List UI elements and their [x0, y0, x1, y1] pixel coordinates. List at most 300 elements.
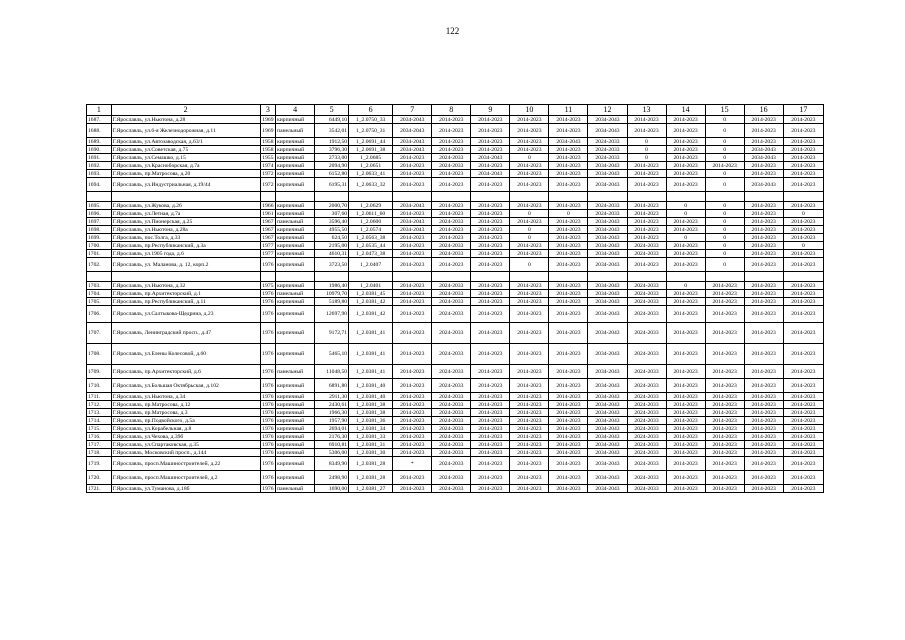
area-cell: 3723,50: [315, 258, 349, 272]
period-cell: 2014-2023: [744, 449, 783, 457]
period-cell: 2024-2033: [432, 441, 471, 449]
empty-cell: [349, 192, 393, 202]
period-cell: 2014-2023: [744, 290, 783, 298]
period-cell: 2014-2023: [666, 242, 705, 250]
period-cell: 2014-2023: [510, 242, 549, 250]
table-row: [87, 178, 824, 192]
column-header: 3: [260, 105, 275, 116]
period-cell: 2024-2033: [627, 323, 666, 344]
period-cell: 0: [510, 258, 549, 272]
address-cell: Г.Ярославль, ул.6-я Железнодорожная, д.11: [111, 124, 260, 138]
period-cell: 2014-2023: [471, 323, 510, 344]
year-cell: 1976: [260, 323, 275, 344]
period-cell: 2024-2033: [627, 471, 666, 485]
period-cell: 2014-2023: [744, 242, 783, 250]
row-number-cell: 1703.: [87, 282, 112, 290]
area-cell: 2176,30: [315, 433, 349, 441]
period-cell: 2024-2033: [627, 365, 666, 379]
period-cell: 0: [705, 124, 744, 138]
period-cell: 2014-2023: [510, 218, 549, 226]
table-row: [87, 124, 824, 138]
empty-cell: [276, 272, 315, 282]
column-header: 5: [315, 105, 349, 116]
period-cell: 2034-2043: [588, 449, 627, 457]
row-number-cell: 1715.: [87, 425, 112, 433]
period-cell: 2014-2023: [705, 379, 744, 393]
period-cell: 2014-2023: [393, 178, 432, 192]
period-cell: 2014-2023: [471, 178, 510, 192]
year-cell: 1976: [260, 425, 275, 433]
row-number-cell: 1689.: [87, 138, 112, 146]
column-header: 7: [393, 105, 432, 116]
area-cell: 2498,90: [315, 471, 349, 485]
period-cell: 2014-2023: [393, 250, 432, 258]
table-row: [87, 433, 824, 441]
period-cell: 2034-2043: [588, 234, 627, 242]
year-cell: 1972: [260, 170, 275, 178]
empty-cell: [393, 192, 432, 202]
period-cell: 2014-2023: [783, 449, 823, 457]
period-cell: 2034-2043: [588, 116, 627, 124]
period-cell: 2014-2023: [549, 401, 588, 409]
wall-material-cell: кирпичный: [276, 457, 315, 471]
row-number-cell: 1720.: [87, 471, 112, 485]
period-cell: 2014-2023: [471, 226, 510, 234]
year-cell: 1976: [260, 409, 275, 417]
period-cell: 2014-2023: [393, 417, 432, 425]
row-number-cell: 1712.: [87, 401, 112, 409]
index-cell: 1_2.0563_38: [349, 234, 393, 242]
index-cell: 1_2.0691_38: [349, 146, 393, 154]
row-number-cell: 1716.: [87, 433, 112, 441]
year-cell: 1976: [260, 290, 275, 298]
area-cell: 5306,00: [315, 449, 349, 457]
period-cell: 2014-2023: [783, 393, 823, 401]
period-cell: 2014-2023: [744, 210, 783, 218]
period-cell: 2014-2023: [471, 425, 510, 433]
period-cell: 0: [510, 154, 549, 162]
empty-cell: [783, 272, 823, 282]
period-cell: 2014-2023: [471, 282, 510, 290]
period-cell: 2024-2033: [627, 250, 666, 258]
index-cell: 1_2.0381_42: [349, 298, 393, 306]
period-cell: 2014-2023: [666, 306, 705, 323]
period-cell: 2014-2023: [744, 409, 783, 417]
wall-material-cell: панельный: [276, 365, 315, 379]
address-cell: Г.Ярославль, ул.Семашко, д.15: [111, 154, 260, 162]
row-number-cell: 1687.: [87, 116, 112, 124]
period-cell: 2014-2023: [471, 457, 510, 471]
period-cell: 2014-2023: [510, 138, 549, 146]
period-cell: 2024-2033: [432, 218, 471, 226]
period-cell: 2014-2023: [666, 393, 705, 401]
period-cell: 2014-2023: [510, 441, 549, 449]
empty-cell: [705, 272, 744, 282]
empty-cell: [260, 192, 275, 202]
period-cell: 2014-2023: [393, 433, 432, 441]
index-cell: 1_2.0633_32: [349, 178, 393, 192]
empty-cell: [349, 272, 393, 282]
period-cell: 2014-2023: [471, 409, 510, 417]
row-number-cell: 1696.: [87, 210, 112, 218]
period-cell: 2034-2043: [588, 258, 627, 272]
period-cell: 2014-2023: [393, 344, 432, 365]
period-cell: 2014-2023: [471, 242, 510, 250]
period-cell: 2014-2023: [705, 449, 744, 457]
period-cell: 2014-2023: [783, 170, 823, 178]
period-cell: 0: [510, 210, 549, 218]
period-cell: 2024-2033: [627, 282, 666, 290]
period-cell: 2014-2023: [393, 306, 432, 323]
area-cell: 2911,30: [315, 393, 349, 401]
empty-cell: [783, 192, 823, 202]
period-cell: 2024-2033: [627, 441, 666, 449]
period-cell: 2024-2033: [627, 379, 666, 393]
empty-cell: [744, 192, 783, 202]
period-cell: 2014-2023: [666, 116, 705, 124]
table-row: [87, 154, 824, 162]
address-cell: Г.Ярославль, ул.Жукова, д.26: [111, 202, 260, 210]
period-cell: 2014-2023: [744, 218, 783, 226]
empty-cell: [111, 272, 260, 282]
index-cell: 1_2.0381_34: [349, 425, 393, 433]
year-cell: 1976: [260, 449, 275, 457]
period-cell: 2014-2023: [393, 409, 432, 417]
period-cell: 2024-2033: [588, 138, 627, 146]
year-cell: 1976: [260, 365, 275, 379]
row-number-cell: 1695.: [87, 202, 112, 210]
period-cell: 2014-2023: [666, 433, 705, 441]
period-cell: 2014-2023: [744, 417, 783, 425]
period-cell: 2014-2023: [744, 234, 783, 242]
empty-cell: [315, 272, 349, 282]
period-cell: 2034-2043: [588, 441, 627, 449]
period-cell: 2024-2033: [627, 242, 666, 250]
period-cell: 2014-2023: [510, 365, 549, 379]
empty-cell: [87, 192, 112, 202]
period-cell: 2014-2023: [549, 282, 588, 290]
table-row: [87, 258, 824, 272]
address-cell: Г.Ярославль, ул.Большая Октябрьская, д.102: [111, 379, 260, 393]
area-cell: 2094,90: [315, 162, 349, 170]
period-cell: 2014-2023: [783, 234, 823, 242]
period-cell: 2014-2023: [666, 417, 705, 425]
table-row: [87, 116, 824, 124]
period-cell: 2014-2023: [549, 242, 588, 250]
empty-cell: [666, 192, 705, 202]
period-cell: 2014-2023: [744, 162, 783, 170]
period-cell: 2014-2023: [744, 344, 783, 365]
period-cell: 2024-2033: [627, 449, 666, 457]
period-cell: 2014-2023: [783, 306, 823, 323]
year-cell: 1976: [260, 344, 275, 365]
period-cell: 2014-2023: [549, 290, 588, 298]
period-cell: 2024-2033: [627, 401, 666, 409]
period-cell: 2014-2023: [393, 170, 432, 178]
period-cell: 2014-2023: [471, 485, 510, 493]
row-number-cell: 1691.: [87, 154, 112, 162]
period-cell: 2014-2023: [627, 202, 666, 210]
table-row: [87, 457, 824, 471]
index-cell: 1_2.0381_36: [349, 417, 393, 425]
period-cell: 0: [705, 210, 744, 218]
address-cell: Г.Ярославль, Ленинградский просп., д.47: [111, 323, 260, 344]
period-cell: 2034-2043: [744, 154, 783, 162]
period-cell: 2034-2043: [744, 146, 783, 154]
period-cell: 2014-2023: [510, 409, 549, 417]
period-cell: 2024-2033: [432, 471, 471, 485]
period-cell: 2014-2023: [783, 282, 823, 290]
wall-material-cell: кирпичный: [276, 409, 315, 417]
period-cell: 2014-2023: [783, 471, 823, 485]
period-cell: 0: [705, 226, 744, 234]
period-cell: 2014-2023: [744, 226, 783, 234]
table-row: [87, 417, 824, 425]
period-cell: 2014-2023: [510, 485, 549, 493]
empty-cell: [627, 192, 666, 202]
period-cell: 2014-2023: [705, 433, 744, 441]
period-cell: 2024-2033: [627, 417, 666, 425]
period-cell: 2014-2023: [510, 425, 549, 433]
table-row: [87, 218, 824, 226]
area-cell: 9172,71: [315, 323, 349, 344]
period-cell: 2024-2033: [432, 365, 471, 379]
row-number-cell: 1709.: [87, 365, 112, 379]
period-cell: 0: [666, 210, 705, 218]
period-cell: 2034-2043: [588, 178, 627, 192]
period-cell: 2014-2023: [666, 425, 705, 433]
column-header: 11: [549, 105, 588, 116]
empty-cell: [315, 192, 349, 202]
period-cell: 2014-2023: [549, 441, 588, 449]
year-cell: 1967: [260, 226, 275, 234]
period-cell: 2024-2033: [432, 282, 471, 290]
index-cell: 1_2.0629: [349, 202, 393, 210]
period-cell: 2024-2033: [432, 306, 471, 323]
period-cell: 2034-2043: [588, 226, 627, 234]
area-cell: 2733,00: [315, 154, 349, 162]
period-cell: 2014-2023: [510, 417, 549, 425]
period-cell: 2014-2023: [393, 290, 432, 298]
year-cell: 1977: [260, 242, 275, 250]
period-cell: 2014-2023: [783, 178, 823, 192]
column-header: 4: [276, 105, 315, 116]
period-cell: 2014-2023: [783, 290, 823, 298]
index-cell: 1_2.0381_33: [349, 433, 393, 441]
table-row: [87, 234, 824, 242]
row-number-cell: 1690.: [87, 146, 112, 154]
address-cell: Г.Ярославль, пр.Матросова, д.12: [111, 401, 260, 409]
period-cell: 2014-2023: [471, 250, 510, 258]
period-cell: 2014-2023: [549, 485, 588, 493]
wall-material-cell: кирпичный: [276, 146, 315, 154]
empty-cell: [276, 192, 315, 202]
address-cell: Г.Ярославль, просп.Машиностроителей, д.22: [111, 457, 260, 471]
period-cell: 2014-2023: [510, 170, 549, 178]
year-cell: 1976: [260, 433, 275, 441]
period-cell: 2014-2023: [471, 449, 510, 457]
period-cell: 2034-2043: [588, 323, 627, 344]
period-cell: 2014-2023: [471, 379, 510, 393]
period-cell: 2014-2023: [705, 409, 744, 417]
period-cell: 2014-2023: [744, 365, 783, 379]
period-cell: 2024-2033: [432, 409, 471, 417]
area-cell: 6195,31: [315, 178, 349, 192]
period-cell: 2034-2043: [549, 138, 588, 146]
row-number-cell: 1705.: [87, 298, 112, 306]
period-cell: 2014-2023: [744, 433, 783, 441]
period-cell: 2014-2023: [666, 162, 705, 170]
period-cell: 2034-2043: [393, 226, 432, 234]
area-cell: 307,60: [315, 210, 349, 218]
period-cell: 2014-2023: [471, 218, 510, 226]
period-cell: 2014-2023: [549, 202, 588, 210]
table-row: [87, 282, 824, 290]
period-cell: 2014-2023: [393, 234, 432, 242]
page-number: 122: [445, 26, 460, 36]
row-number-cell: 1702.: [87, 258, 112, 272]
period-cell: 2014-2023: [510, 449, 549, 457]
period-cell: 2014-2023: [471, 471, 510, 485]
period-cell: 2014-2023: [744, 457, 783, 471]
period-cell: 2014-2023: [666, 298, 705, 306]
year-cell: 1977: [260, 250, 275, 258]
area-cell: 2430,61: [315, 401, 349, 409]
period-cell: 2014-2023: [432, 258, 471, 272]
table-row: [87, 170, 824, 178]
period-cell: 2014-2023: [627, 170, 666, 178]
period-cell: 2024-2033: [627, 393, 666, 401]
area-cell: 11048,50: [315, 365, 349, 379]
period-cell: 2014-2023: [783, 250, 823, 258]
wall-material-cell: кирпичный: [276, 258, 315, 272]
empty-cell: [588, 272, 627, 282]
period-cell: 2014-2023: [744, 138, 783, 146]
index-cell: 1_2.0381_28: [349, 471, 393, 485]
period-cell: 2014-2023: [432, 226, 471, 234]
period-cell: 2014-2023: [744, 116, 783, 124]
period-cell: 2024-2033: [627, 290, 666, 298]
empty-cell: [627, 272, 666, 282]
period-cell: 2014-2023: [393, 323, 432, 344]
row-number-cell: 1708.: [87, 344, 112, 365]
wall-material-cell: кирпичный: [276, 242, 315, 250]
empty-cell: [705, 192, 744, 202]
period-cell: 2024-2033: [627, 409, 666, 417]
address-cell: Г.Ярославль, ул.Елены Колесовой, д.60: [111, 344, 260, 365]
period-cell: 2014-2023: [510, 379, 549, 393]
period-cell: 2024-2033: [432, 242, 471, 250]
area-cell: 624,50: [315, 234, 349, 242]
area-cell: 3596,40: [315, 218, 349, 226]
address-cell: Г.Ярославль, пр.Республиканский, д.11: [111, 298, 260, 306]
wall-material-cell: кирпичный: [276, 298, 315, 306]
period-cell: 2014-2023: [627, 124, 666, 138]
row-number-cell: 1721.: [87, 485, 112, 493]
period-cell: 2014-2023: [549, 425, 588, 433]
wall-material-cell: кирпичный: [276, 393, 315, 401]
period-cell: 2014-2023: [666, 226, 705, 234]
table-row: [87, 425, 824, 433]
area-cell: 3542,01: [315, 124, 349, 138]
period-cell: 2014-2023: [471, 401, 510, 409]
period-cell: 2014-2023: [549, 449, 588, 457]
period-cell: 2014-2023: [393, 154, 432, 162]
period-cell: 2014-2023: [666, 441, 705, 449]
column-header: 6: [349, 105, 393, 116]
period-cell: 2014-2023: [549, 116, 588, 124]
column-header: 13: [627, 105, 666, 116]
period-cell: 2014-2023: [549, 226, 588, 234]
empty-cell: [510, 272, 549, 282]
period-cell: 2014-2023: [783, 457, 823, 471]
period-cell: 2024-2033: [432, 290, 471, 298]
area-cell: 4955,50: [315, 226, 349, 234]
address-cell: Г.Ярославль, ул.Летная, д.7а: [111, 210, 260, 218]
row-number-cell: 1688.: [87, 124, 112, 138]
period-cell: 2034-2043: [588, 485, 627, 493]
address-cell: Г.Ярославль, пр.Республиканский, д.3а: [111, 242, 260, 250]
period-cell: 2024-2033: [588, 202, 627, 210]
period-cell: 2014-2023: [627, 178, 666, 192]
period-cell: 2024-2033: [432, 485, 471, 493]
period-cell: 2014-2023: [471, 393, 510, 401]
address-cell: Г.Ярославль, ул.Советская, д.75: [111, 146, 260, 154]
period-cell: 2014-2023: [432, 178, 471, 192]
period-cell: 2014-2023: [705, 425, 744, 433]
period-cell: 2034-2043: [588, 401, 627, 409]
period-cell: 0: [705, 234, 744, 242]
address-cell: Г.Ярославль, Московский просп., д.144: [111, 449, 260, 457]
wall-material-cell: кирпичный: [276, 138, 315, 146]
period-cell: 2014-2023: [393, 425, 432, 433]
empty-cell: [471, 272, 510, 282]
address-cell: Г.Ярославль, ул.Индустриальная, д.19/44: [111, 178, 260, 192]
row-number-cell: 1707.: [87, 323, 112, 344]
period-cell: 2014-2023: [393, 365, 432, 379]
table-row: [87, 323, 824, 344]
index-cell: 1_2.0381_45: [349, 290, 393, 298]
wall-material-cell: кирпичный: [276, 433, 315, 441]
empty-cell: [744, 272, 783, 282]
period-cell: 2014-2023: [432, 210, 471, 218]
wall-material-cell: кирпичный: [276, 282, 315, 290]
period-cell: 2024-2033: [432, 401, 471, 409]
row-number-cell: 1713.: [87, 409, 112, 417]
wall-material-cell: кирпичный: [276, 344, 315, 365]
index-cell: 1_2.0473_38: [349, 250, 393, 258]
address-cell: Г.Ярославль, ул.Ньютона, д.28а: [111, 226, 260, 234]
column-header: 14: [666, 105, 705, 116]
table-row: [87, 485, 824, 493]
period-cell: 2034-2043: [588, 250, 627, 258]
address-cell: Г.Ярославль, ул.Пионерская, д.25: [111, 218, 260, 226]
period-cell: 2014-2023: [471, 433, 510, 441]
period-cell: 2034-2043: [588, 124, 627, 138]
period-cell: 2014-2023: [744, 471, 783, 485]
row-number-cell: 1719.: [87, 457, 112, 471]
index-cell: 1_2.0381_41: [349, 323, 393, 344]
period-cell: 2014-2023: [705, 401, 744, 409]
period-cell: 2014-2023: [510, 457, 549, 471]
period-cell: 2024-2033: [432, 393, 471, 401]
year-cell: 1976: [260, 485, 275, 493]
row-number-cell: 1706.: [87, 306, 112, 323]
period-cell: 2014-2023: [549, 417, 588, 425]
column-header: 9: [471, 105, 510, 116]
wall-material-cell: панельный: [276, 290, 315, 298]
area-cell: 2694,01: [315, 425, 349, 433]
